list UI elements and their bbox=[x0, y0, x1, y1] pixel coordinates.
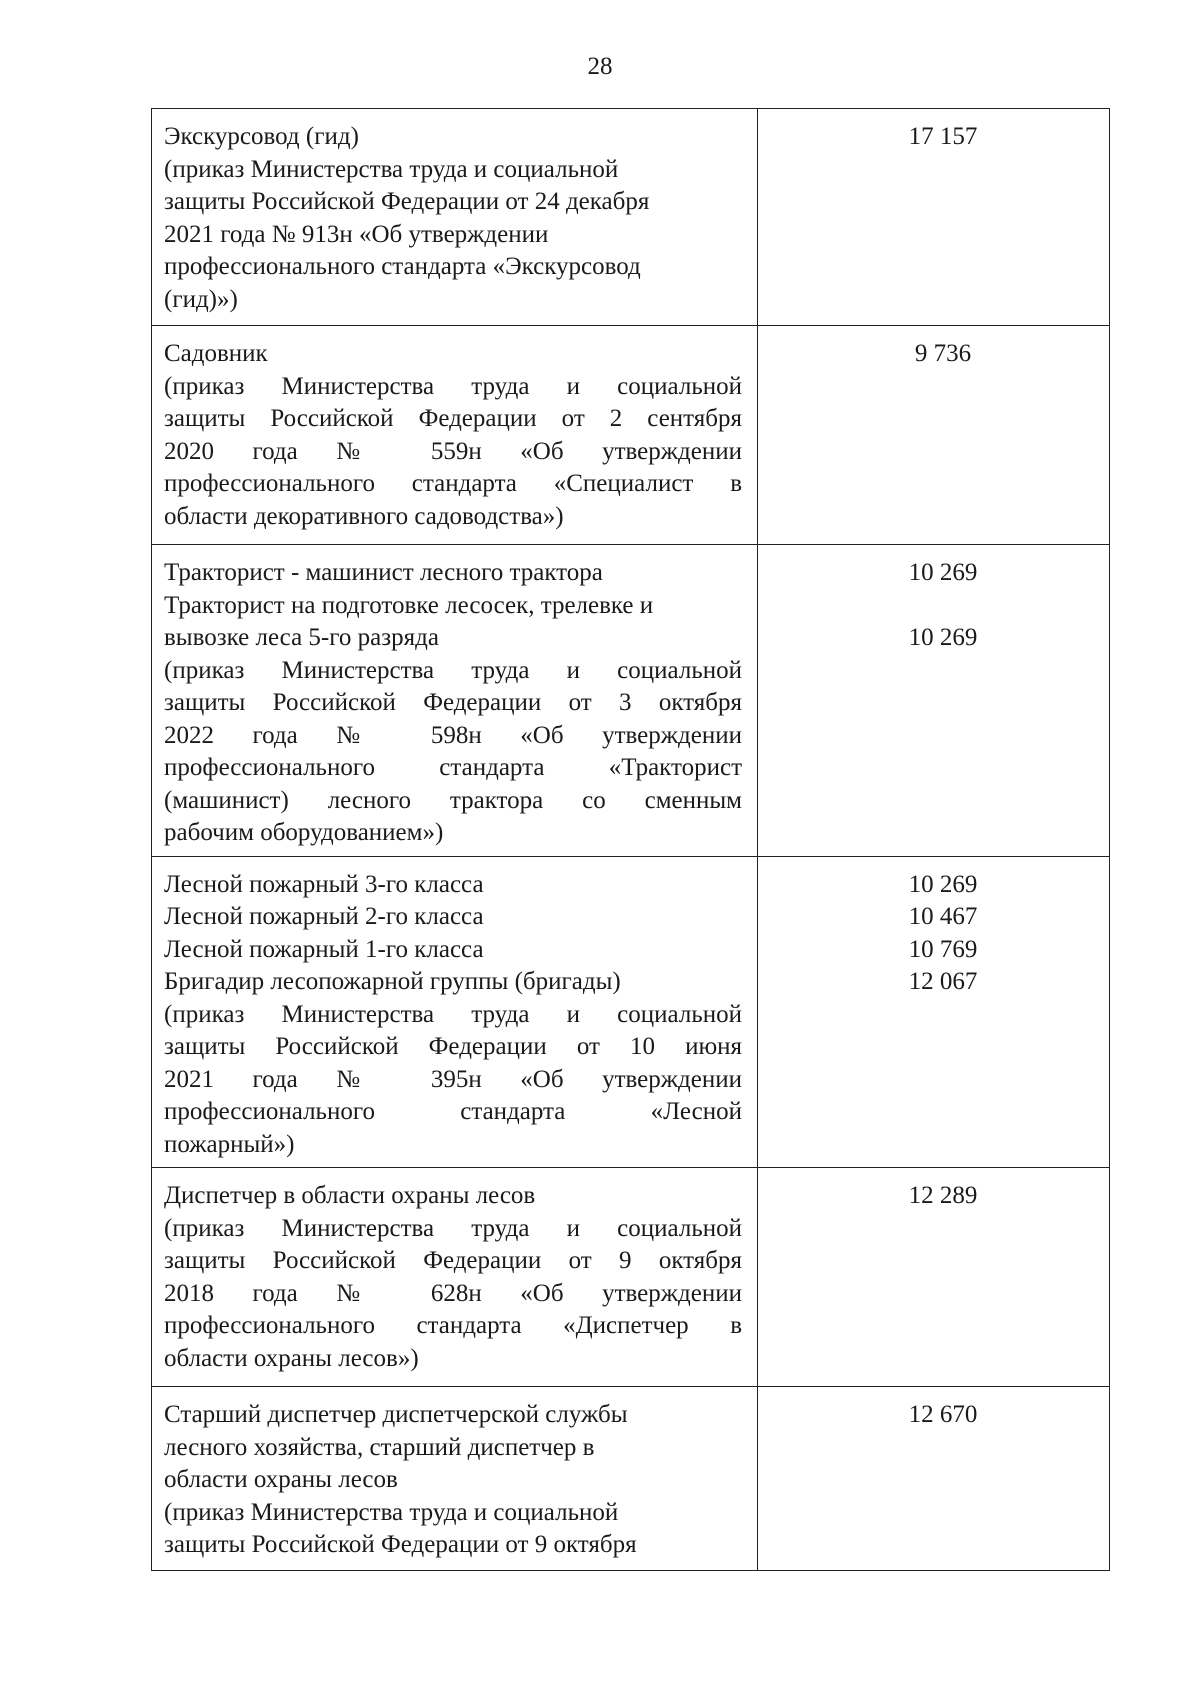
description-line: 2021 года № 395н «Об утверждении bbox=[164, 1065, 742, 1093]
page-number: 28 bbox=[587, 53, 613, 80]
position-title: Тракторист - машинист лесного трактора bbox=[164, 559, 603, 586]
salary-cell bbox=[758, 326, 1110, 545]
position-title: Садовник bbox=[164, 340, 268, 367]
salary-value: 12 670 bbox=[908, 1401, 978, 1428]
description-line: (приказ Министерства труда и социальной bbox=[164, 656, 742, 684]
description-line: (приказ Министерства труда и социальной bbox=[164, 1000, 742, 1028]
description-line: 2022 года № 598н «Об утверждении bbox=[164, 721, 742, 749]
position-title: лесного хозяйства, старший диспетчер в bbox=[164, 1433, 595, 1461]
description-line: профессионального стандарта «Лесной bbox=[164, 1098, 742, 1125]
table-row bbox=[152, 1168, 1110, 1387]
salary-cell bbox=[758, 1387, 1110, 1571]
salary-cell bbox=[758, 1168, 1110, 1387]
salary-value: 12 289 bbox=[908, 1182, 978, 1209]
salary-value: 9 736 bbox=[914, 340, 972, 367]
salary-value: 12 067 bbox=[908, 968, 978, 995]
salary-value: 10 467 bbox=[908, 903, 978, 930]
salary-cell bbox=[758, 545, 1110, 857]
position-title: Старший диспетчер диспетчерской службы bbox=[164, 1401, 628, 1428]
description-line: (приказ Министерства труда и социальной bbox=[164, 1498, 619, 1526]
salary-value: 17 157 bbox=[908, 123, 978, 150]
description-line: защиты Российской Федерации от 9 октября bbox=[164, 1247, 742, 1274]
description-line: (гид)») bbox=[164, 285, 238, 313]
position-title: вывозке леса 5-го разряда bbox=[164, 624, 439, 651]
description-line: защиты Российской Федерации от 3 октября bbox=[164, 689, 742, 716]
position-description bbox=[152, 545, 758, 857]
position-title: Экскурсовод (гид) bbox=[164, 123, 359, 150]
salary-value: 10 269 bbox=[908, 559, 978, 586]
description-line: 2020 года № 559н «Об утверждении bbox=[164, 437, 742, 465]
description-line: (приказ Министерства труда и социальной bbox=[164, 1214, 742, 1242]
description-line: профессионального стандарта «Экскурсовод bbox=[164, 253, 641, 280]
position-description bbox=[152, 1387, 758, 1571]
salary-value: 10 769 bbox=[908, 935, 978, 963]
description-line: защиты Российской Федерации от 9 октября bbox=[164, 1531, 637, 1558]
position-title: Лесной пожарный 3-го класса bbox=[164, 870, 484, 898]
position-description bbox=[152, 856, 758, 1168]
table-row bbox=[152, 545, 1110, 857]
position-title: Диспетчер в области охраны лесов bbox=[164, 1182, 536, 1209]
description-line: защиты Российской Федерации от 2 сентября bbox=[164, 405, 742, 432]
salary-cell bbox=[758, 109, 1110, 326]
position-description bbox=[152, 326, 758, 545]
description-line: (приказ Министерства труда и социальной bbox=[164, 372, 742, 400]
description-line: 2021 года № 913н «Об утверждении bbox=[164, 220, 549, 248]
salary-cell bbox=[758, 856, 1110, 1168]
table-row bbox=[152, 326, 1110, 545]
salary-table bbox=[151, 108, 1110, 1571]
position-title: Лесной пожарный 2-го класса bbox=[164, 903, 484, 930]
description-line: области охраны лесов») bbox=[164, 1344, 419, 1372]
description-line: (машинист) лесного трактора со сменным bbox=[164, 786, 742, 814]
description-line: защиты Российской Федерации от 24 декабря bbox=[164, 188, 650, 215]
description-line: защиты Российской Федерации от 10 июня bbox=[164, 1033, 742, 1060]
position-description bbox=[152, 109, 758, 326]
position-title: Тракторист на подготовке лесосек, трелевке и bbox=[164, 591, 654, 619]
position-title: Бригадир лесопожарной группы (бригады) bbox=[164, 968, 621, 995]
description-line: рабочим оборудованием») bbox=[164, 819, 444, 846]
position-title: Лесной пожарный 1-го класса bbox=[164, 935, 484, 963]
description-line: (приказ Министерства труда и социальной bbox=[164, 155, 619, 183]
description-line: профессионального стандарта «Диспетчер в bbox=[164, 1312, 742, 1339]
table-row bbox=[152, 856, 1110, 1168]
description-line: пожарный») bbox=[164, 1130, 295, 1158]
table-row bbox=[152, 1387, 1110, 1571]
description-line: профессионального стандарта «Специалист в bbox=[164, 470, 742, 497]
position-title: области охраны лесов bbox=[164, 1466, 398, 1493]
description-line: области декоративного садоводства») bbox=[164, 502, 564, 530]
salary-value: 10 269 bbox=[908, 870, 978, 898]
spacer bbox=[868, 590, 1018, 623]
table-row bbox=[152, 109, 1110, 326]
description-line: профессионального стандарта «Тракторист bbox=[164, 754, 742, 781]
salary-value: 10 269 bbox=[908, 624, 978, 651]
description-line: 2018 года № 628н «Об утверждении bbox=[164, 1279, 742, 1307]
position-description bbox=[152, 1168, 758, 1387]
